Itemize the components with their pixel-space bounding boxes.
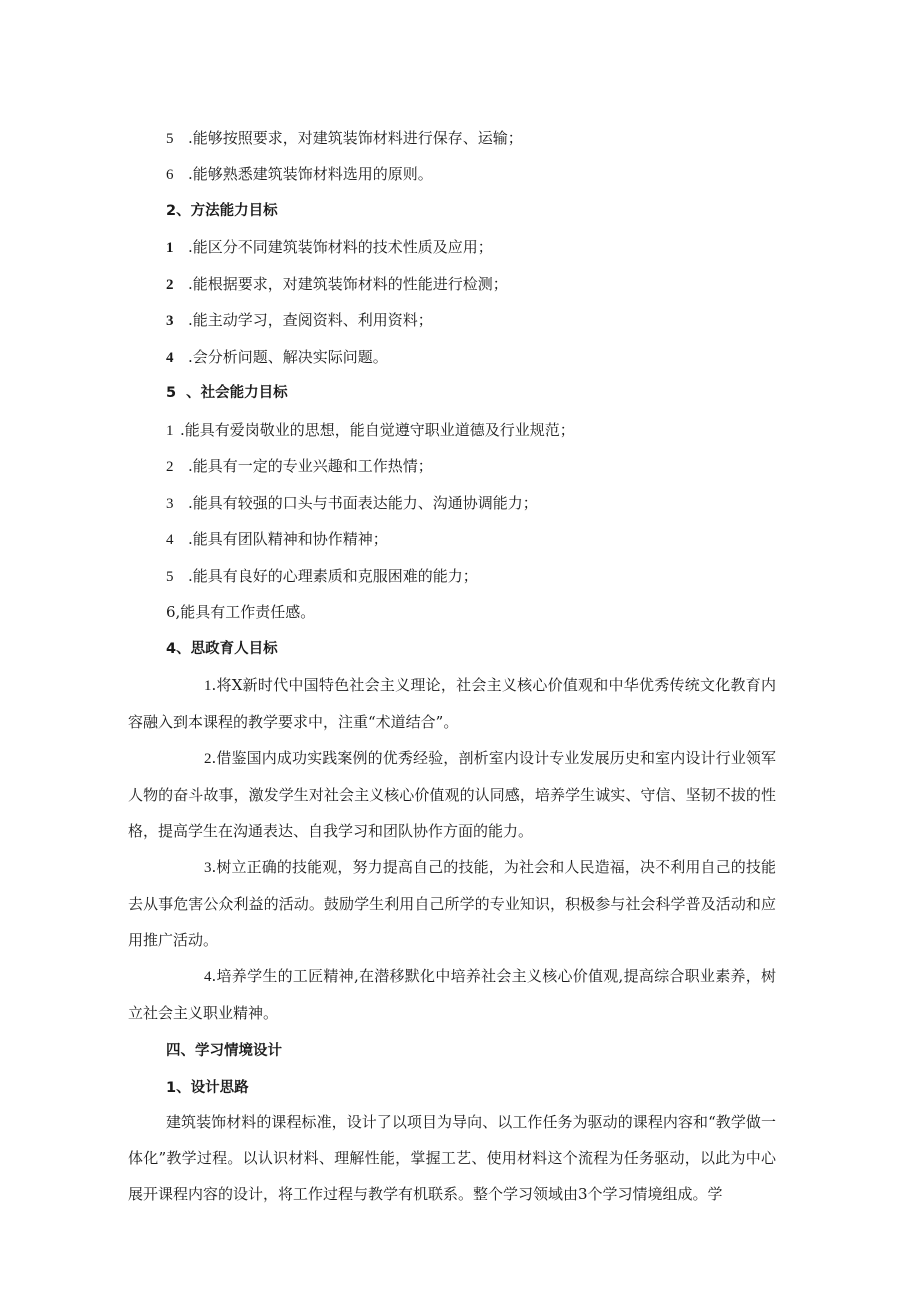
section-heading-method: 2、方法能力目标 [166, 203, 278, 219]
item-text: .能够熟悉建筑装饰材料选用的原则。 [188, 165, 433, 183]
item-number: 3 [166, 496, 174, 512]
list-item [166, 237, 493, 258]
item-text: .能区分不同建筑装饰材料的技术性质及应用； [188, 238, 493, 256]
list-item [166, 164, 433, 185]
list-item [166, 347, 388, 368]
item-text: .培养学生的工匠精神,在潜移默化中培养社会主义核心价值观,提高综合职业素养，树立社会主义职业精神。 [128, 967, 776, 1022]
item-text: .将X新时代中国特色社会主义理论，社会主义核心价值观和中华优秀传统文化教育内容融入到本课程的教学要求中，注重“术道结合”。 [128, 676, 776, 731]
section-heading-learning-situation: 四、学习情境设计 [166, 1043, 282, 1059]
item-number: 5 [166, 131, 174, 147]
list-item [166, 566, 478, 587]
list-item [166, 274, 508, 295]
item-text: .树立正确的技能观，努力提高自己的技能，为社会和人民造福，决不利用自己的技能去从事危害公众利益的活动。鼓励学生利用自己所学的专业知识，积极参与社会科学普及活动和应用推广活动。 [128, 858, 776, 949]
item-number: 2 [204, 751, 212, 767]
item-number: 1 [204, 678, 212, 694]
item-text: .能主动学习，查阅资料、利用资料； [188, 311, 433, 329]
item-text: .能根据要求，对建筑装饰材料的性能进行检测； [188, 275, 508, 293]
item-number: 4 [166, 350, 174, 366]
item-number: 4 [166, 532, 174, 548]
paragraph-item [128, 667, 776, 740]
item-text: .会分析问题、解决实际问题。 [188, 348, 388, 366]
item-text: .能够按照要求，对建筑装饰材料进行保存、运输； [188, 129, 523, 147]
list-item [166, 493, 538, 514]
paragraph-item [128, 740, 776, 849]
item-number: 3 [204, 860, 212, 876]
item-number: 5 [166, 569, 174, 585]
item-number: 3 [166, 313, 174, 329]
item-text: .能具有一定的专业兴趣和工作热情； [188, 457, 433, 475]
item-text: .借鉴国内成功实践案例的优秀经验，剖析室内设计专业发展历史和室内设计行业领军人物的奋斗故事，激发学生对社会主义核心价值观的认同感，培养学生诚实、守信、坚韧不拔的性格，提高学生在沟通表达、自我学习和团队协作方面的能力。 [128, 749, 776, 840]
list-item [166, 456, 433, 477]
item-number: 1 [166, 423, 174, 439]
list-item [166, 420, 575, 441]
item-number: 6 [166, 167, 174, 183]
list-item [166, 128, 523, 149]
list-item [166, 529, 388, 550]
item-number: 4 [204, 969, 212, 985]
item-text: .能具有团队精神和协作精神； [188, 530, 388, 548]
section-heading-ideology: 4、思政育人目标 [166, 641, 278, 657]
item-number: 2 [166, 277, 174, 293]
paragraph-item [128, 849, 776, 958]
item-text: .能具有良好的心理素质和克服困难的能力； [188, 567, 478, 585]
paragraph-item [128, 958, 776, 1031]
list-item [166, 310, 433, 331]
design-paragraph: 建筑装饰材料的课程标准，设计了以项目为导向、以工作任务为驱动的课程内容和“教学做一体化”教学过程。以认识材料、理解性能，掌握工艺、使用材料这个流程为任务驱动，以此为中心展开课程内容的设计，将工作过程与教学有机联系。整个学习领域由3个学习情境组成。学 [128, 1113, 776, 1203]
section-heading-social: 5 、社会能力目标 [166, 385, 288, 401]
item-text: .能具有较强的口头与书面表达能力、沟通协调能力； [188, 494, 538, 512]
item-number: 2 [166, 459, 174, 475]
item-text: .能具有爱岗敬业的思想，能自觉遵守职业道德及行业规范； [180, 421, 575, 439]
item-number: 1 [166, 240, 174, 256]
section-heading-design-thinking: 1、设计思路 [166, 1080, 249, 1096]
list-item: 6,能具有工作责任感。 [166, 603, 316, 621]
